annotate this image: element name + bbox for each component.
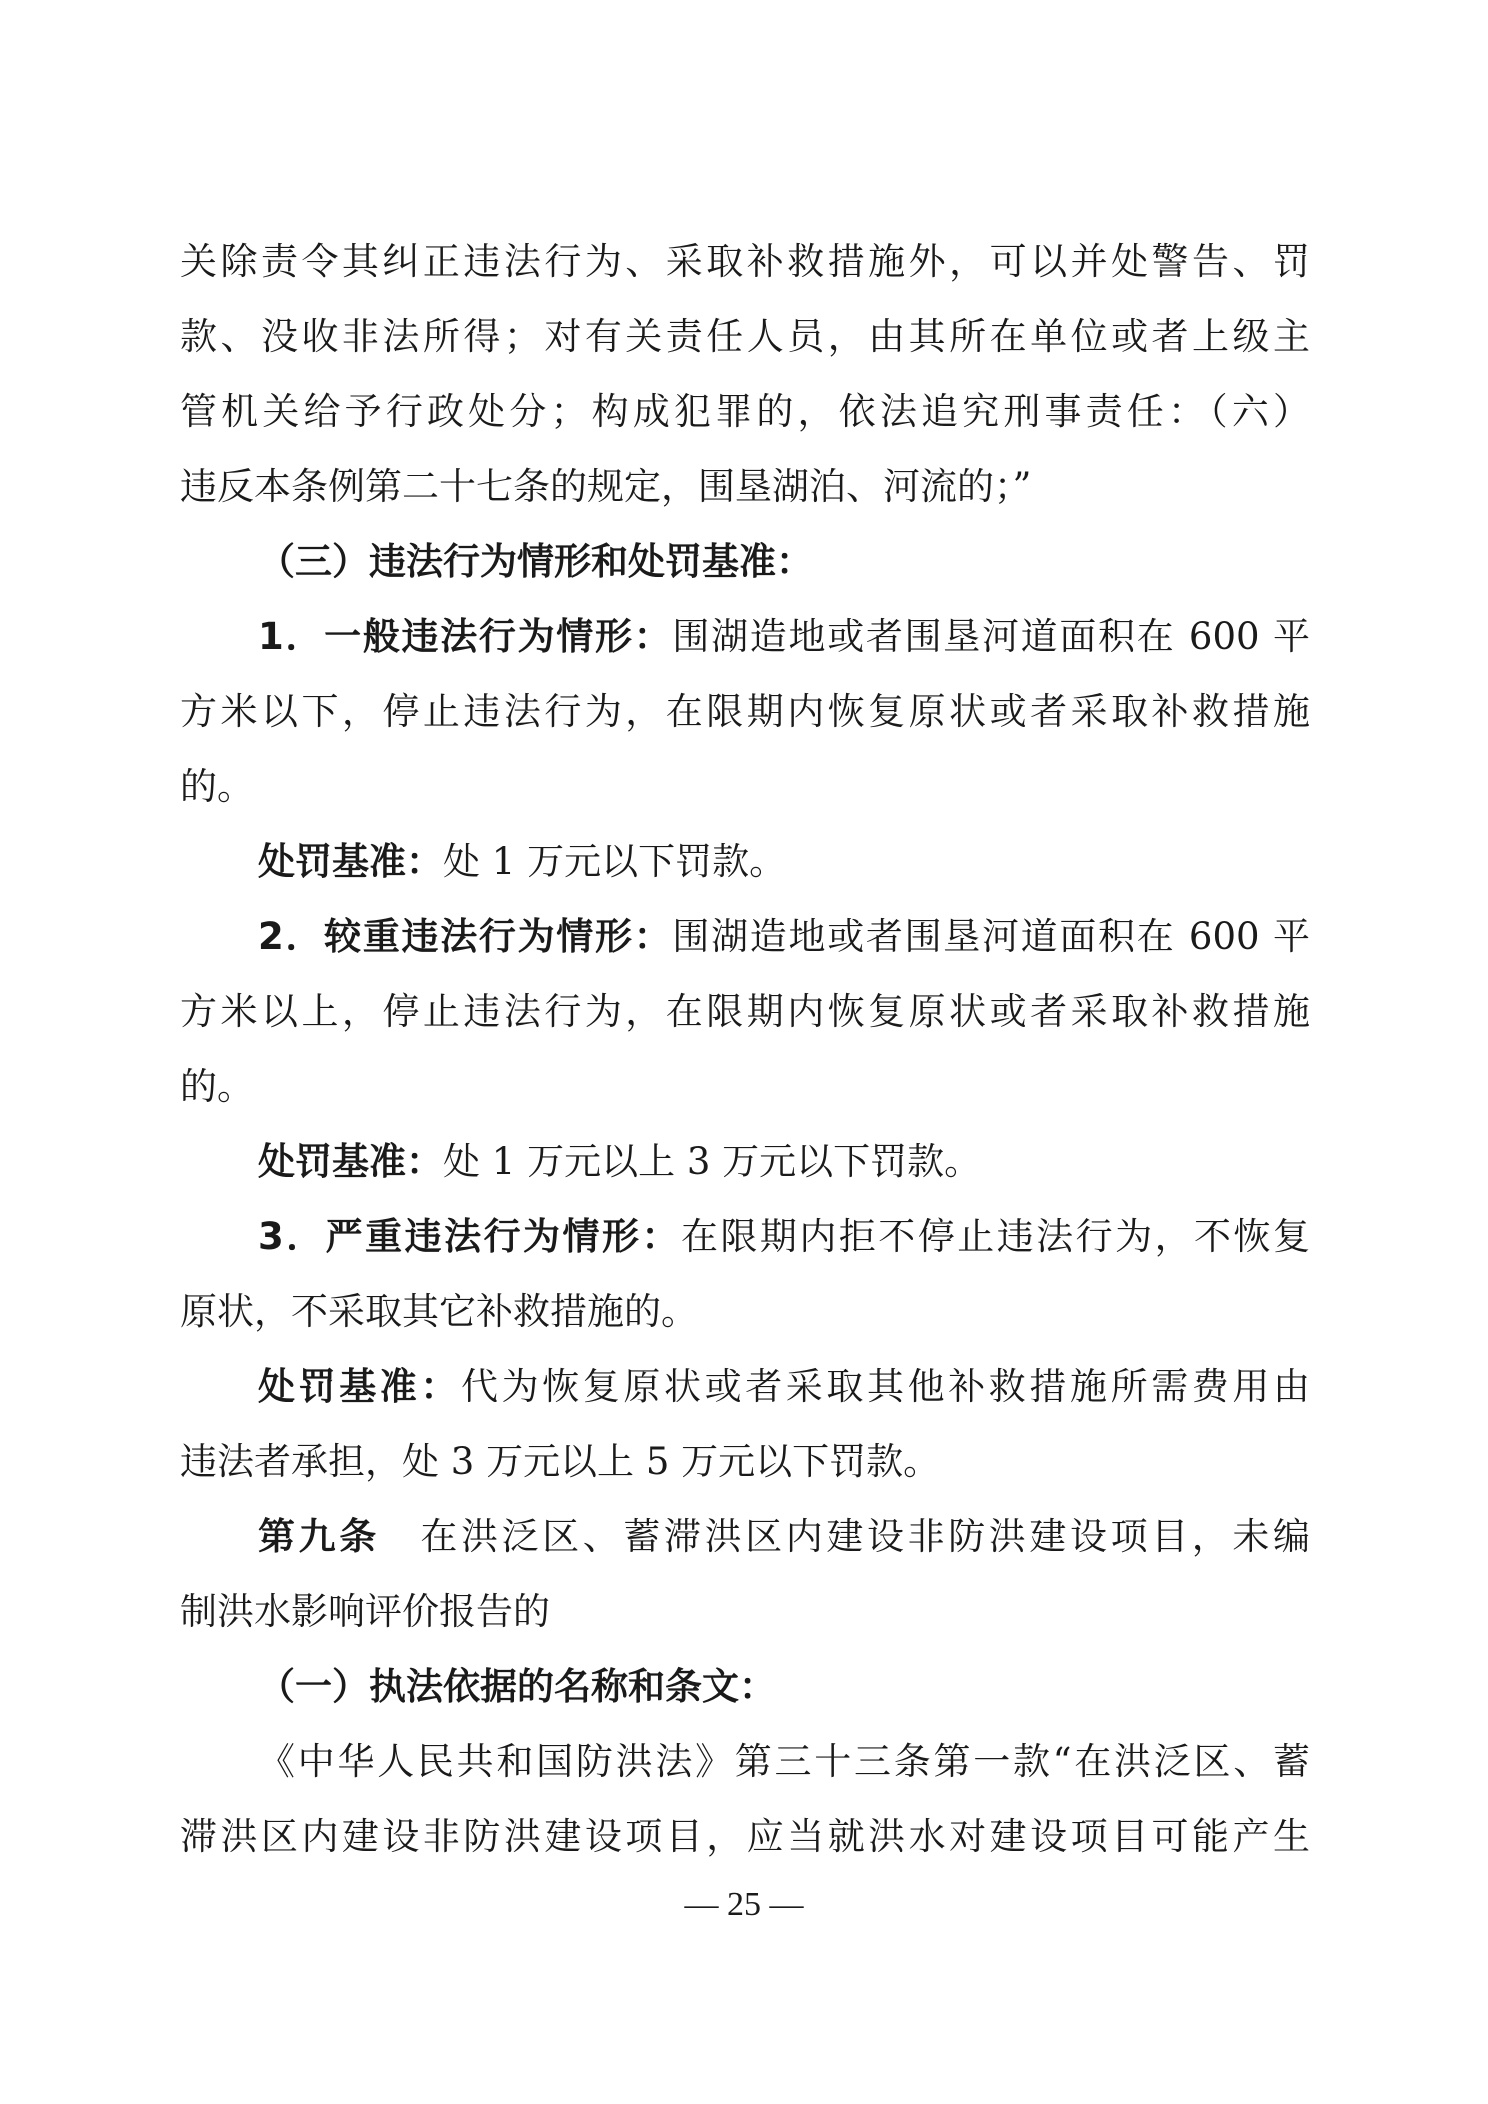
text: 滞洪区内建设非防洪建设项目，应当就洪水对建设项目可能产生 bbox=[180, 1815, 1310, 1858]
text: 的。 bbox=[180, 765, 254, 808]
body-line bbox=[180, 988, 1310, 1036]
text: 违法者承担，处 3 万元以上 5 万元以下罚款。 bbox=[180, 1440, 941, 1483]
bold-text: 1．一般违法行为情形： bbox=[258, 615, 673, 658]
body-line bbox=[180, 1813, 1310, 1861]
penalty-standard bbox=[258, 1138, 1310, 1186]
body-line bbox=[180, 1063, 1310, 1111]
text: 方米以下，停止违法行为，在限期内恢复原状或者采取补救措施 bbox=[180, 690, 1310, 733]
bold-text: （一）执法依据的名称和条文： bbox=[258, 1665, 776, 1708]
body-line bbox=[180, 463, 1310, 511]
body-line bbox=[180, 763, 1310, 811]
item-heading-serious bbox=[258, 913, 1310, 961]
bold-text: 处罚基准： bbox=[258, 1365, 461, 1408]
section-heading bbox=[258, 538, 1310, 586]
text: 代为恢复原状或者采取其他补救措施所需费用由 bbox=[461, 1365, 1310, 1408]
item-heading-general bbox=[258, 613, 1310, 661]
body-line bbox=[180, 1438, 1310, 1486]
text: 处 1 万元以下罚款。 bbox=[443, 840, 787, 883]
bold-text: 2．较重违法行为情形： bbox=[258, 915, 673, 958]
bold-text: 第九条 bbox=[258, 1515, 380, 1558]
text: 原状，不采取其它补救措施的。 bbox=[180, 1290, 698, 1333]
text: 围湖造地或者围垦河道面积在 600 平 bbox=[672, 915, 1310, 958]
body-line bbox=[180, 388, 1310, 436]
body-line bbox=[180, 688, 1310, 736]
text: 围湖造地或者围垦河道面积在 600 平 bbox=[672, 615, 1310, 658]
text: 在限期内拒不停止违法行为，不恢复 bbox=[680, 1215, 1311, 1258]
text: 处 1 万元以上 3 万元以下罚款。 bbox=[443, 1140, 982, 1183]
page-number: — 25 — bbox=[684, 1886, 804, 1923]
text: 制洪水影响评价报告的 bbox=[180, 1590, 550, 1633]
item-heading-severe bbox=[258, 1213, 1310, 1261]
text: 款、没收非法所得；对有关责任人员，由其所在单位或者上级主 bbox=[180, 315, 1310, 358]
body-line bbox=[180, 1288, 1310, 1336]
text: 方米以上，停止违法行为，在限期内恢复原状或者采取补救措施 bbox=[180, 990, 1310, 1033]
body-line bbox=[258, 1738, 1310, 1786]
bold-text: 处罚基准： bbox=[258, 840, 443, 883]
text: 在洪泛区、蓄滞洪区内建设非防洪建设项目，未编 bbox=[379, 1515, 1311, 1558]
section-heading bbox=[258, 1663, 1310, 1711]
penalty-standard bbox=[258, 838, 1310, 886]
text: 管机关给予行政处分；构成犯罪的，依法追究刑事责任：（六） bbox=[180, 390, 1310, 433]
body-line bbox=[180, 1588, 1310, 1636]
article-heading bbox=[258, 1513, 1310, 1561]
text: 违反本条例第二十七条的规定，围垦湖泊、河流的；” bbox=[180, 465, 1032, 508]
text: 《中华人民共和国防洪法》第三十三条第一款“在洪泛区、蓄 bbox=[258, 1740, 1310, 1783]
text: 的。 bbox=[180, 1065, 254, 1108]
penalty-standard bbox=[258, 1363, 1310, 1411]
bold-text: （三）违法行为情形和处罚基准： bbox=[258, 540, 813, 583]
bold-text: 3．严重违法行为情形： bbox=[258, 1215, 681, 1258]
text: 关除责令其纠正违法行为、采取补救措施外，可以并处警告、罚 bbox=[180, 240, 1310, 283]
body-line bbox=[180, 238, 1310, 286]
bold-text: 处罚基准： bbox=[258, 1140, 443, 1183]
body-line bbox=[180, 313, 1310, 361]
